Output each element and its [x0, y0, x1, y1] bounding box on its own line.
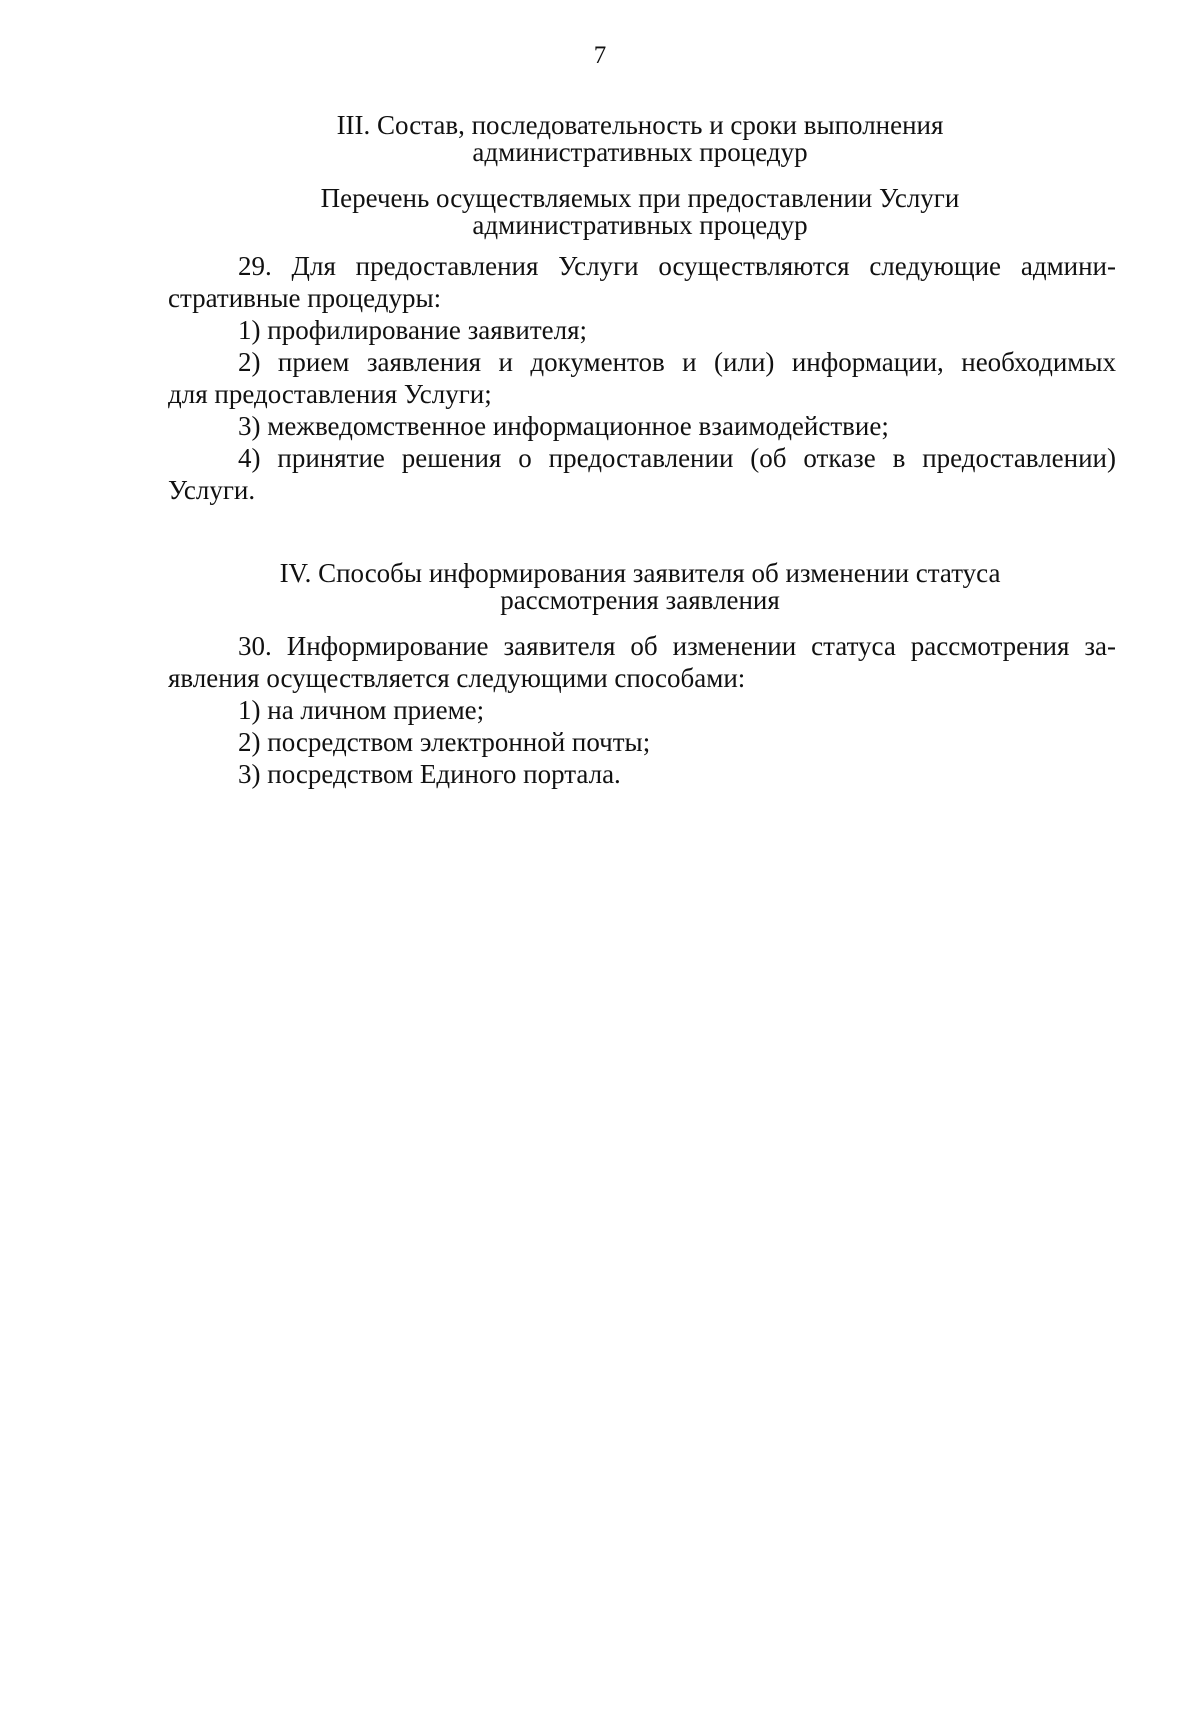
section-3-subtitle-line-1: Перечень осуществляемых при предоставлении Услуги	[320, 183, 960, 213]
section-3-title	[150, 112, 1130, 166]
section-3-title-line-1: III. Состав, последовательность и сроки выполнения	[336, 110, 944, 140]
item-30-sub-2: 2) посредством электронной почты;	[238, 727, 651, 757]
item-29-line-1: 29. Для предоставления Услуги осуществляются следующие админи-	[238, 251, 1116, 281]
item-29-sub-1: 1) профилирование заявителя;	[238, 315, 588, 345]
item-30-sub-3: 3) посредством Единого портала.	[238, 759, 621, 789]
item-29-line-2: стративные процедуры:	[168, 283, 442, 313]
page-number: 7	[593, 42, 607, 69]
item-30-line-2: явления осуществляется следующими способами:	[168, 663, 746, 693]
item-29-sub-4-line-1: 4) принятие решения о предоставлении (об отказе в предоставлении)	[238, 443, 1116, 473]
item-30-line-1: 30. Информирование заявителя об изменении статуса рассмотрения за-	[238, 631, 1116, 661]
section-4-title-line-2: рассмотрения заявления	[500, 585, 780, 615]
section-4-title-line-1: IV. Способы информирования заявителя об изменении статуса	[279, 558, 1001, 588]
item-29-sub-2-line-1: 2) прием заявления и документов и (или) информации, необходимых	[238, 347, 1116, 377]
item-29-sub-3: 3) межведомственное информационное взаимодействие;	[238, 411, 889, 441]
section-3-subtitle	[150, 185, 1130, 239]
item-29-sub-4-line-2: Услуги.	[168, 475, 256, 505]
section-3-title-line-2: административных процедур	[472, 137, 808, 167]
item-30-sub-1: 1) на личном приеме;	[238, 695, 485, 725]
item-29-sub-2-line-2: для предоставления Услуги;	[168, 379, 492, 409]
section-3-subtitle-line-2: административных процедур	[472, 210, 808, 240]
section-4-title	[150, 560, 1130, 614]
